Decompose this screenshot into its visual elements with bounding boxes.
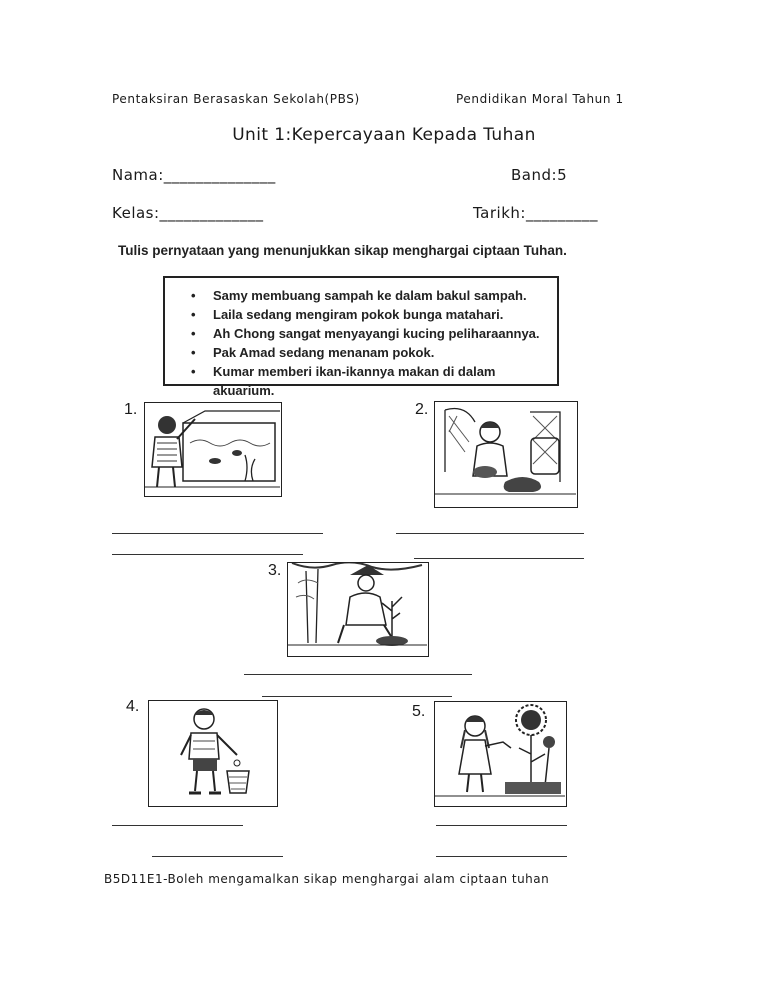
picture-2-number: 2.: [415, 401, 429, 418]
answer-line[interactable]: [112, 825, 243, 826]
footer-objective: B5D11E1-Boleh mengamalkan sikap menghargai alam ciptaan tuhan: [104, 872, 550, 886]
boy-with-cat-icon: [435, 402, 576, 506]
boy-throwing-rubbish-icon: [149, 701, 276, 805]
statement-item: • Samy membuang sampah ke dalam bakul sampah.: [213, 286, 557, 305]
name-field[interactable]: Nama:______________: [112, 166, 276, 184]
answer-line[interactable]: [112, 533, 323, 534]
answer-line[interactable]: [262, 696, 452, 697]
answer-line[interactable]: [414, 558, 584, 559]
statement-item: • Pak Amad sedang menanam pokok.: [213, 343, 557, 362]
girl-watering-sunflower-icon: [435, 702, 565, 805]
picture-4-number: 4.: [126, 698, 140, 715]
statement-item: • Kumar memberi ikan-ikannya makan di dalam akuarium.: [213, 362, 557, 400]
man-planting-tree-icon: [288, 563, 427, 655]
page-title: Unit 1:Kepercayaan Kepada Tuhan: [232, 125, 536, 145]
statement-item: • Laila sedang mengiram pokok bunga matahari.: [213, 305, 557, 324]
picture-5-frame: [434, 701, 567, 807]
header-left: Pentaksiran Berasaskan Sekolah(PBS): [112, 92, 360, 106]
answer-line[interactable]: [244, 674, 472, 675]
picture-2-frame: [434, 401, 578, 508]
statement-item: • Ah Chong sangat menyayangi kucing peliharaannya.: [213, 324, 557, 343]
picture-3-number: 3.: [268, 562, 282, 579]
answer-line[interactable]: [112, 554, 303, 555]
picture-5-number: 5.: [412, 703, 426, 720]
picture-1-frame: [144, 402, 282, 497]
answer-line[interactable]: [436, 825, 567, 826]
statement-box: [163, 276, 559, 398]
band-label: Band:5: [511, 166, 568, 184]
answer-line[interactable]: [396, 533, 584, 534]
boy-feeding-fish-aquarium-icon: [145, 403, 280, 495]
picture-4-frame: [148, 700, 278, 807]
picture-3-frame: [287, 562, 429, 657]
answer-line[interactable]: [436, 856, 567, 857]
answer-line[interactable]: [152, 856, 283, 857]
header-right: Pendidikan Moral Tahun 1: [456, 92, 624, 106]
instruction: Tulis pernyataan yang menunjukkan sikap menghargai ciptaan Tuhan.: [118, 243, 567, 258]
picture-1-number: 1.: [124, 401, 138, 418]
class-field[interactable]: Kelas:_____________: [112, 204, 264, 222]
date-field[interactable]: Tarikh:_________: [473, 204, 598, 222]
